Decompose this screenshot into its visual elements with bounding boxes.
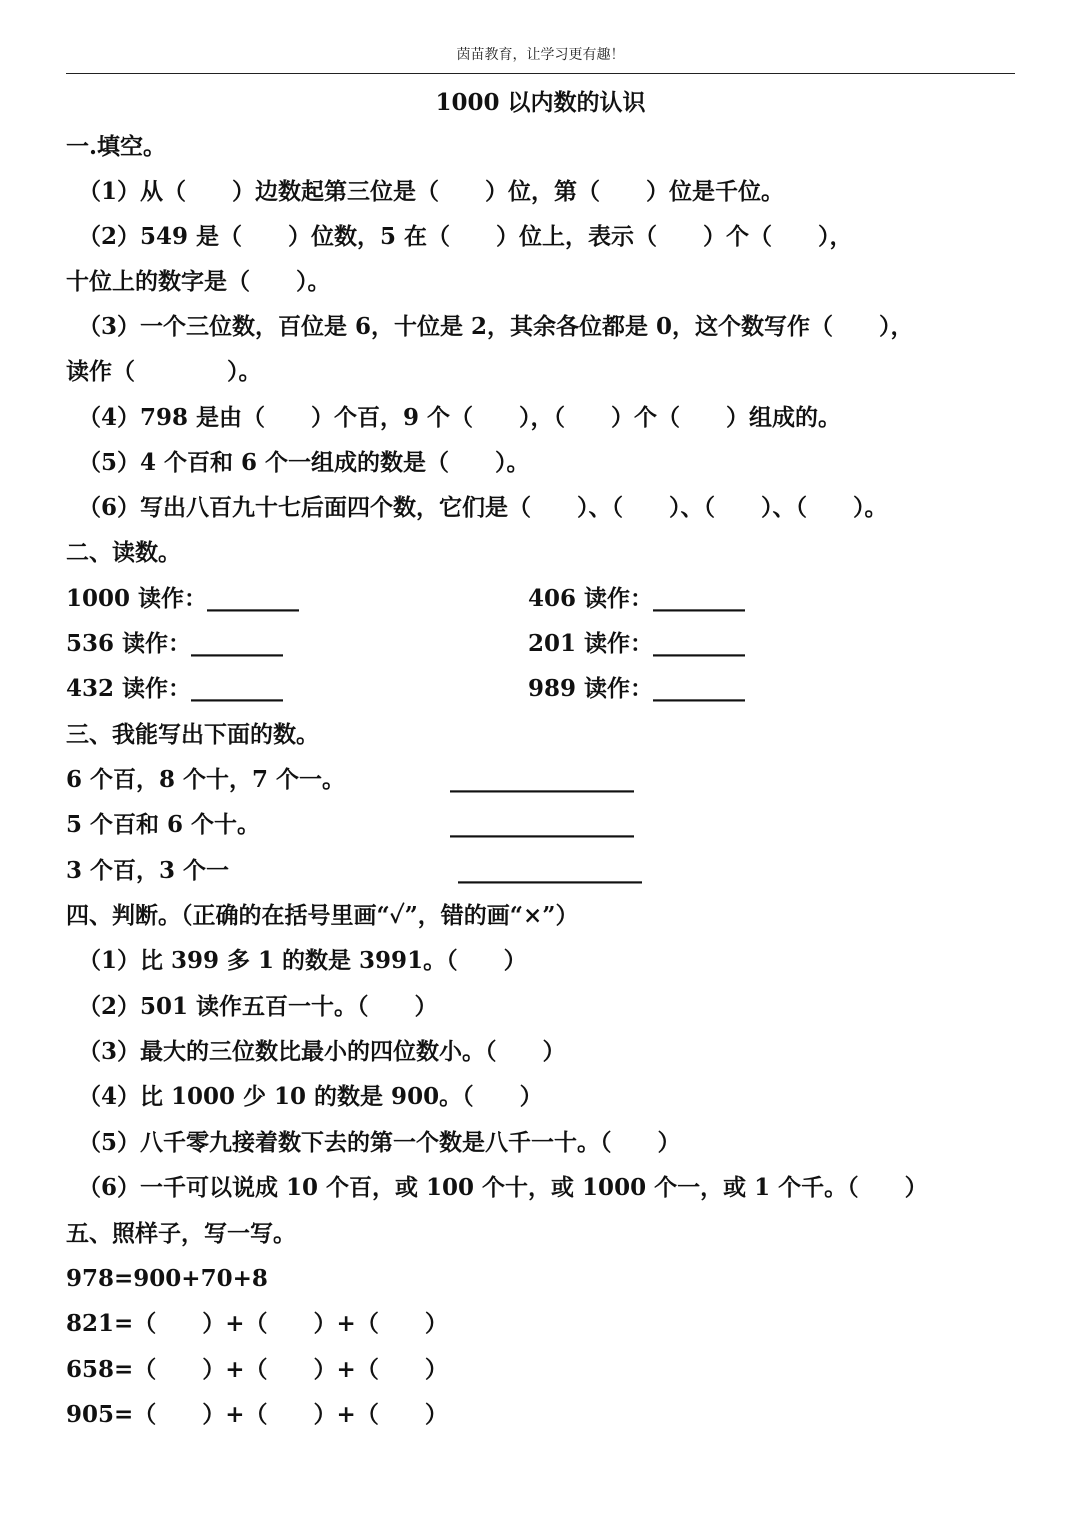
decompose-item-1: 821=（ ）+（ ）+（ ）	[66, 1310, 448, 1337]
write-number-prompt-2: 5 个百和 6 个十。	[66, 811, 261, 838]
fill-blank-item-1: （1）从（ ）边数起第三位是（ ）位，第（ ）位是千位。	[78, 178, 785, 205]
fill-blank-item-2-cont: 十位上的数字是（ ）。	[66, 268, 331, 295]
fill-blank-item-5: （5）4 个百和 6 个一组成的数是（ ）。	[78, 449, 530, 476]
read-number-left-2: 536 读作：________	[66, 630, 284, 657]
judge-item-6: （6）一千可以说成 10 个百，或 100 个十，或 1000 个一，或 1 个千。（ ）	[78, 1174, 928, 1201]
worksheet-title: 1000 以内数的认识	[435, 89, 646, 116]
judge-item-4: （4）比 1000 少 10 的数是 900。（ ）	[78, 1083, 543, 1110]
write-number-blank-1: ________________	[450, 766, 634, 793]
section-5-heading: 五、照样子，写一写。	[66, 1220, 296, 1247]
section-2-heading: 二、读数。	[66, 539, 181, 566]
write-number-blank-3: ________________	[458, 857, 642, 884]
page-header: 茵苗教育，让学习更有趣！	[456, 47, 625, 63]
judge-item-2: （2）501 读作五百一十。（ ）	[78, 993, 438, 1020]
read-number-left-1: 1000 读作：________	[66, 585, 300, 612]
header-divider	[66, 73, 1015, 74]
judge-item-3: （3）最大的三位数比最小的四位数小。（ ）	[78, 1038, 566, 1065]
fill-blank-item-6: （6）写出八百九十七后面四个数，它们是（ ）、（ ）、（ ）、（ ）。	[78, 494, 888, 521]
fill-blank-item-3-cont: 读作（ ）。	[66, 358, 262, 385]
write-number-prompt-3: 3 个百，3 个一	[66, 857, 230, 884]
judge-item-5: （5）八千零九接着数下去的第一个数是八千一十。（ ）	[78, 1129, 681, 1156]
read-number-left-3: 432 读作：________	[66, 675, 284, 702]
decompose-item-2: 658=（ ）+（ ）+（ ）	[66, 1356, 448, 1383]
section-3-heading: 三、我能写出下面的数。	[66, 721, 319, 748]
decompose-example: 978=900+70+8	[66, 1265, 268, 1292]
decompose-item-3: 905=（ ）+（ ）+（ ）	[66, 1401, 448, 1428]
section-4-heading: 四、判断。（正确的在括号里画“✓”，错的画“×”）	[66, 902, 579, 929]
fill-blank-item-4: （4）798 是由（ ）个百，9 个（ ），（ ）个（ ）组成的。	[78, 404, 842, 431]
judge-item-1: （1）比 399 多 1 的数是 3991。（ ）	[78, 947, 527, 974]
read-number-right-1: 406 读作：________	[528, 585, 746, 612]
write-number-blank-2: ________________	[450, 811, 634, 838]
read-number-right-2: 201 读作：________	[528, 630, 746, 657]
fill-blank-item-3: （3）一个三位数，百位是 6，十位是 2，其余各位都是 0，这个数写作（ ），	[78, 313, 914, 340]
read-number-right-3: 989 读作：________	[528, 675, 746, 702]
write-number-prompt-1: 6 个百，8 个十，7 个一。	[66, 766, 346, 793]
fill-blank-item-2: （2）549 是（ ）位数，5 在（ ）位上，表示（ ）个（ ），	[78, 223, 853, 250]
section-1-heading: 一.填空。	[66, 133, 167, 160]
